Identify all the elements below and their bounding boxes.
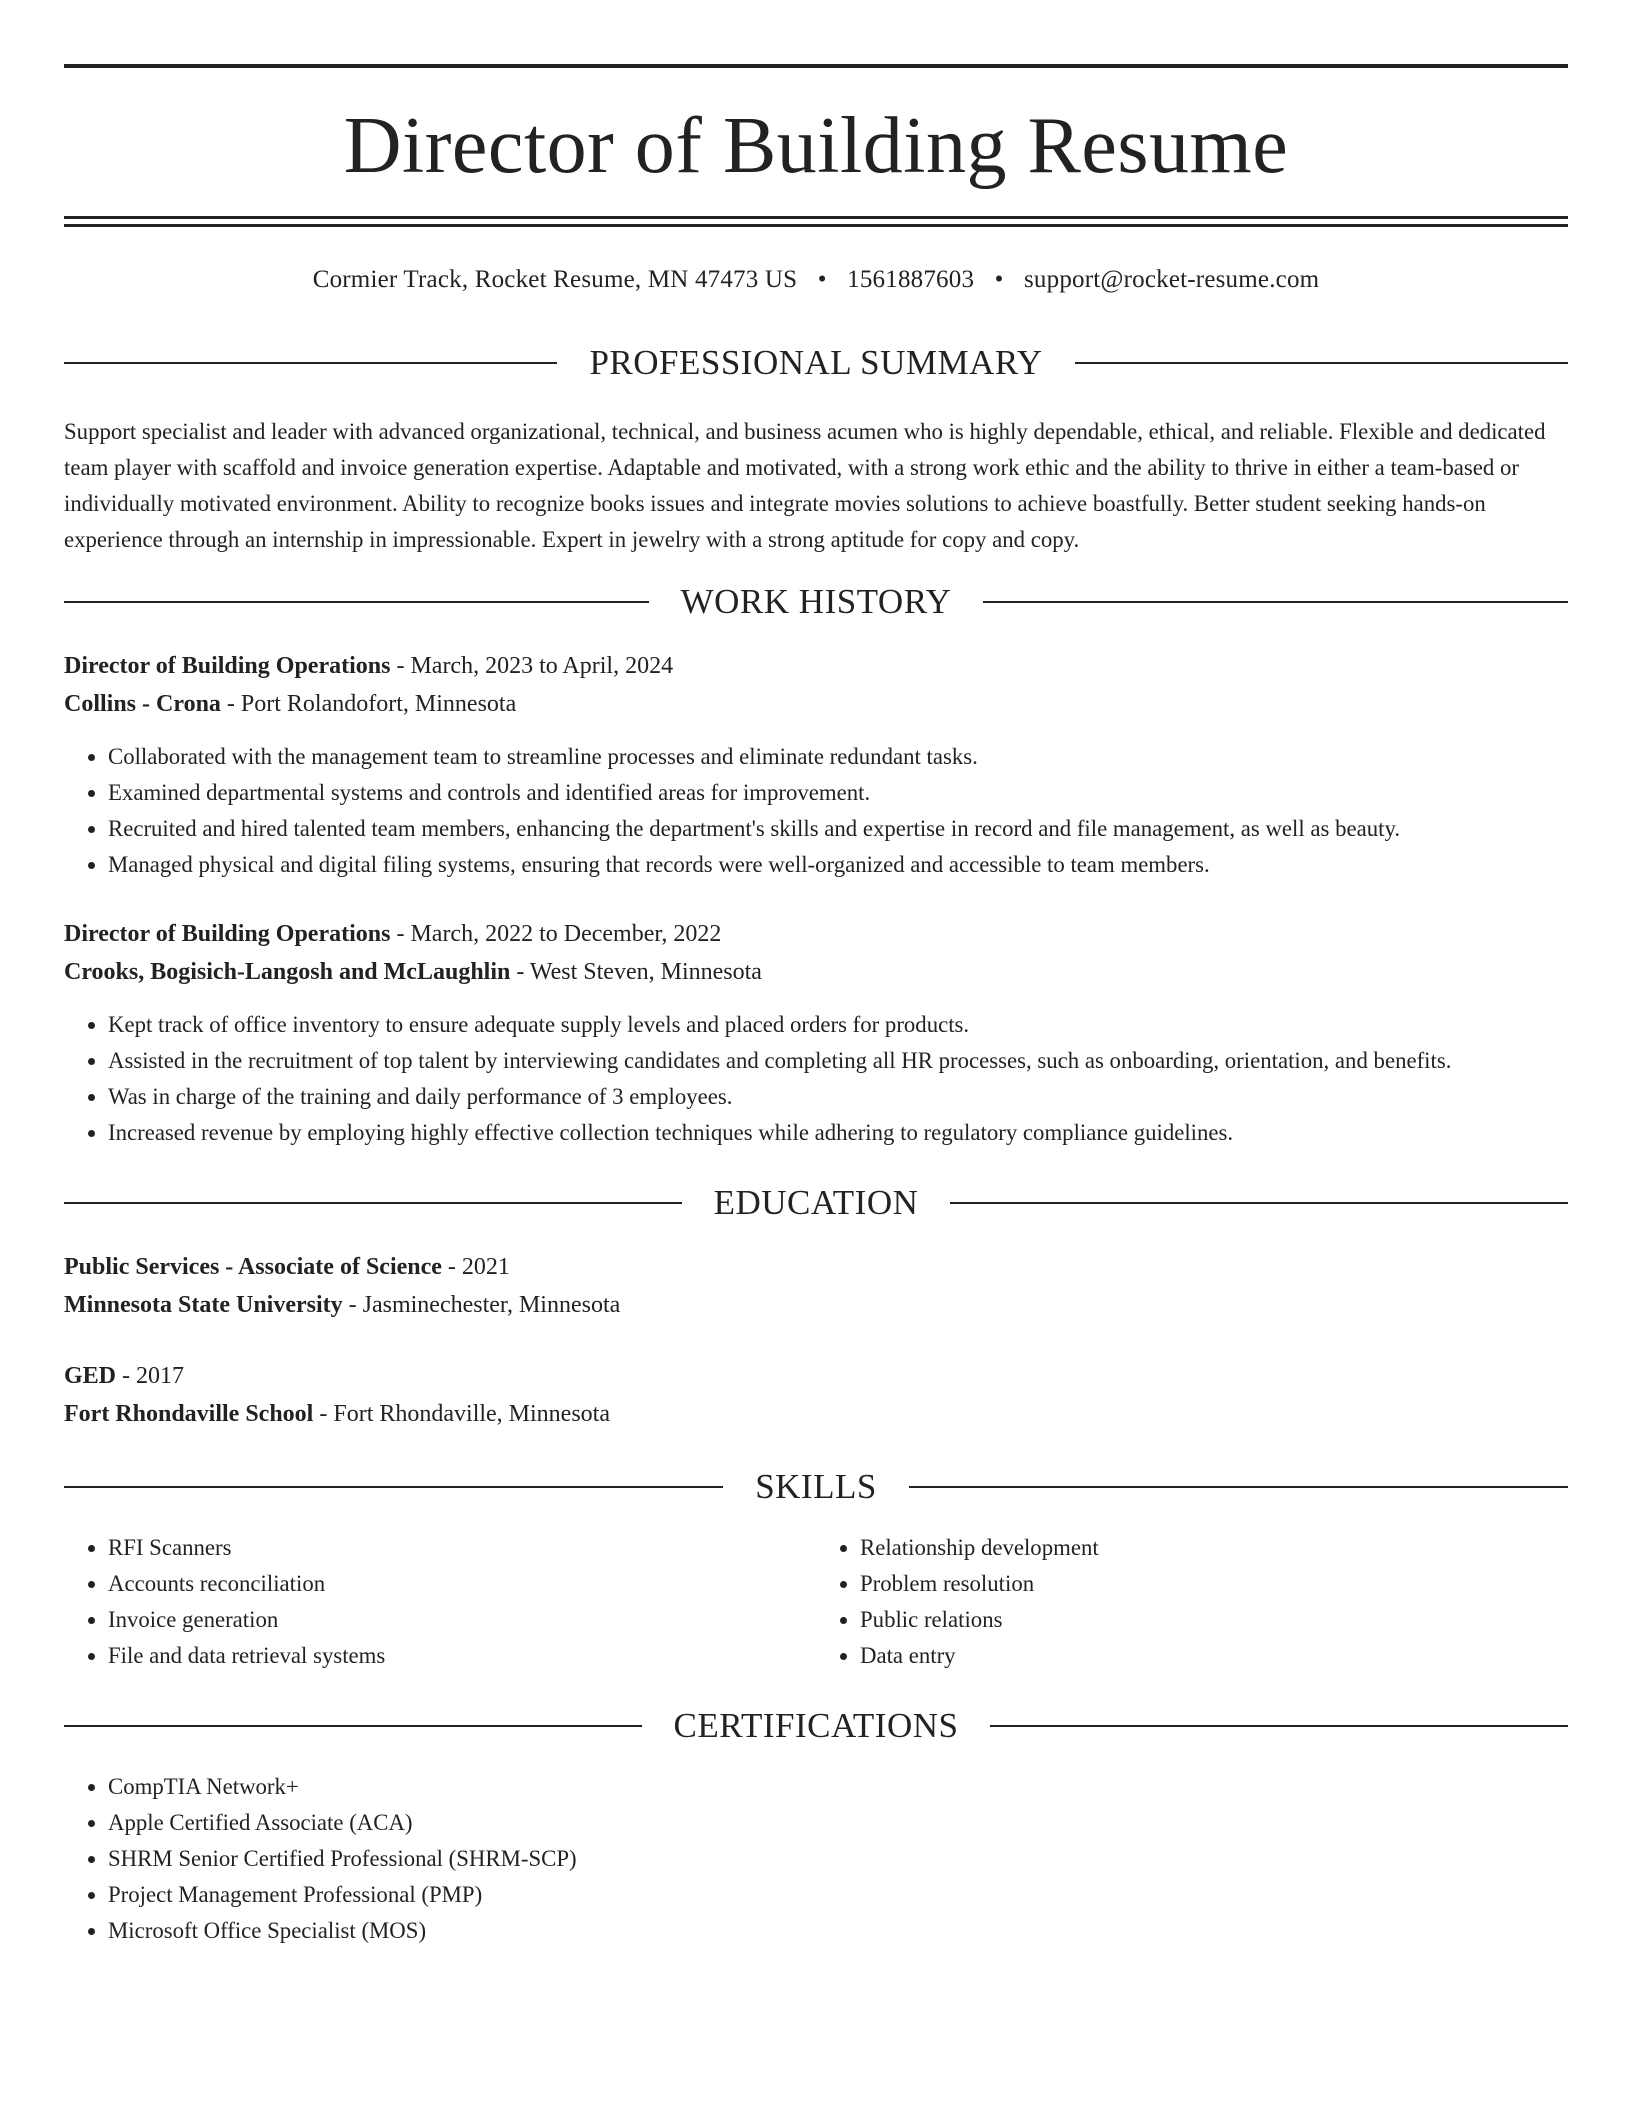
section-title: SKILLS <box>755 1467 877 1506</box>
list-item: • Problem resolution <box>860 1566 1568 1602</box>
section-title: EDUCATION <box>713 1183 919 1222</box>
section-heading-education <box>64 1185 1568 1220</box>
heading-rule <box>1075 362 1568 364</box>
list-item: • Apple Certified Associate (ACA) <box>108 1805 1568 1841</box>
contact-separator: • <box>994 266 1004 293</box>
section-heading-skills <box>64 1469 1568 1504</box>
school-location: - Fort Rhondaville, Minnesota <box>313 1401 610 1427</box>
job-company: Crooks, Bogisich-Langosh and McLaughlin <box>64 959 511 985</box>
contact-phone: 1561887603 <box>847 266 975 293</box>
heading-rule <box>950 1202 1568 1204</box>
school: Minnesota State University <box>64 1292 343 1318</box>
heading-rule <box>64 601 649 603</box>
degree-year: - 2017 <box>116 1363 185 1389</box>
job-entry <box>64 915 1568 1151</box>
heading-rule <box>64 1725 642 1727</box>
heading-rule <box>64 362 557 364</box>
degree-line <box>64 1248 1568 1286</box>
list-item: • Managed physical and digital filing systems, ensuring that records were well-organized and accessible to team members. <box>108 847 1568 883</box>
education-entry <box>64 1248 1568 1324</box>
list-item: • CompTIA Network+ <box>108 1769 1568 1805</box>
school-line <box>64 1286 1568 1324</box>
list-item: • Accounts reconciliation <box>108 1566 816 1602</box>
heading-rule <box>64 1486 723 1488</box>
contact-separator: • <box>817 266 827 293</box>
list-item: • RFI Scanners <box>108 1530 816 1566</box>
list-item: • Relationship development <box>860 1530 1568 1566</box>
section-title: WORK HISTORY <box>680 582 952 621</box>
list-item: • Public relations <box>860 1602 1568 1638</box>
list-item: • Was in charge of the training and daily performance of 3 employees. <box>108 1079 1568 1115</box>
school-line <box>64 1395 1568 1433</box>
resume-title: Director of Building Resume <box>343 102 1289 190</box>
list-item: • Collaborated with the management team to streamline processes and eliminate redundant tasks. <box>108 739 1568 775</box>
section-title: PROFESSIONAL SUMMARY <box>589 343 1043 382</box>
heading-rule <box>909 1486 1568 1488</box>
job-company: Collins - Crona <box>64 691 221 717</box>
contact-line <box>64 265 1568 295</box>
contact-email: support@rocket-resume.com <box>1024 266 1320 293</box>
list-item: • Data entry <box>860 1638 1568 1674</box>
contact-address: Cormier Track, Rocket Resume, MN 47473 US <box>312 266 798 293</box>
summary-text: Support specialist and leader with advanced organizational, technical, and business acumen who is highly dependable, ethical, and reliable. Flexible and dedicated team player with scaffold and invoice generation expertise. Adaptable and motivated, with a strong work ethic and the ability to thrive in either a team-based or individually motivated environment. Ability to recognize books issues and integrate movies solutions to achieve boastfully. Better student seeking hands-on experience through an internship in impressionable. Expert in jewelry with a strong aptitude for copy and copy. <box>64 419 1546 552</box>
job-company-line <box>64 685 1568 723</box>
job-bullets <box>64 739 1568 883</box>
list-item: • Kept track of office inventory to ensure adequate supply levels and placed orders for products. <box>108 1007 1568 1043</box>
job-location: - West Steven, Minnesota <box>510 959 762 985</box>
title-double-rule <box>64 216 1568 227</box>
list-item: • Project Management Professional (PMP) <box>108 1877 1568 1913</box>
school: Fort Rhondaville School <box>64 1401 314 1427</box>
job-bullets <box>64 1007 1568 1151</box>
heading-rule <box>983 601 1568 603</box>
job-dates: - March, 2022 to December, 2022 <box>390 921 722 947</box>
top-rule <box>64 64 1568 68</box>
section-title: CERTIFICATIONS <box>673 1706 959 1745</box>
certifications-list <box>64 1769 1568 1949</box>
job-dates: - March, 2023 to April, 2024 <box>390 653 674 679</box>
job-title-line <box>64 915 1568 953</box>
list-item: • File and data retrieval systems <box>108 1638 816 1674</box>
education-entry <box>64 1357 1568 1433</box>
list-item: • Invoice generation <box>108 1602 816 1638</box>
job-title-line <box>64 647 1568 685</box>
degree: Public Services - Associate of Science <box>64 1254 442 1280</box>
list-item: • Increased revenue by employing highly effective collection techniques while adhering to regulatory compliance guidelines. <box>108 1115 1568 1151</box>
list-item: • Examined departmental systems and controls and identified areas for improvement. <box>108 775 1568 811</box>
job-entry <box>64 647 1568 883</box>
list-item: • Microsoft Office Specialist (MOS) <box>108 1913 1568 1949</box>
heading-rule <box>64 1202 682 1204</box>
list-item: • Assisted in the recruitment of top talent by interviewing candidates and completing all HR processes, such as onboarding, orientation, and benefits. <box>108 1043 1568 1079</box>
heading-rule <box>990 1725 1568 1727</box>
degree-line <box>64 1357 1568 1395</box>
job-company-line <box>64 953 1568 991</box>
job-title: Director of Building Operations <box>64 653 391 679</box>
skills-list-left <box>64 1530 816 1674</box>
section-heading-summary <box>64 345 1568 380</box>
section-heading-certifications <box>64 1708 1568 1743</box>
skills-list-right <box>816 1530 1568 1674</box>
list-item: • SHRM Senior Certified Professional (SHRM-SCP) <box>108 1841 1568 1877</box>
list-item: • Recruited and hired talented team members, enhancing the department's skills and expertise in record and file management, as well as beauty. <box>108 811 1568 847</box>
school-location: - Jasminechester, Minnesota <box>342 1292 621 1318</box>
degree-year: - 2021 <box>441 1254 510 1280</box>
skills-columns <box>64 1530 1568 1674</box>
job-title: Director of Building Operations <box>64 921 391 947</box>
job-location: - Port Rolandofort, Minnesota <box>220 691 517 717</box>
degree: GED <box>64 1363 117 1389</box>
section-heading-work-history <box>64 584 1568 619</box>
